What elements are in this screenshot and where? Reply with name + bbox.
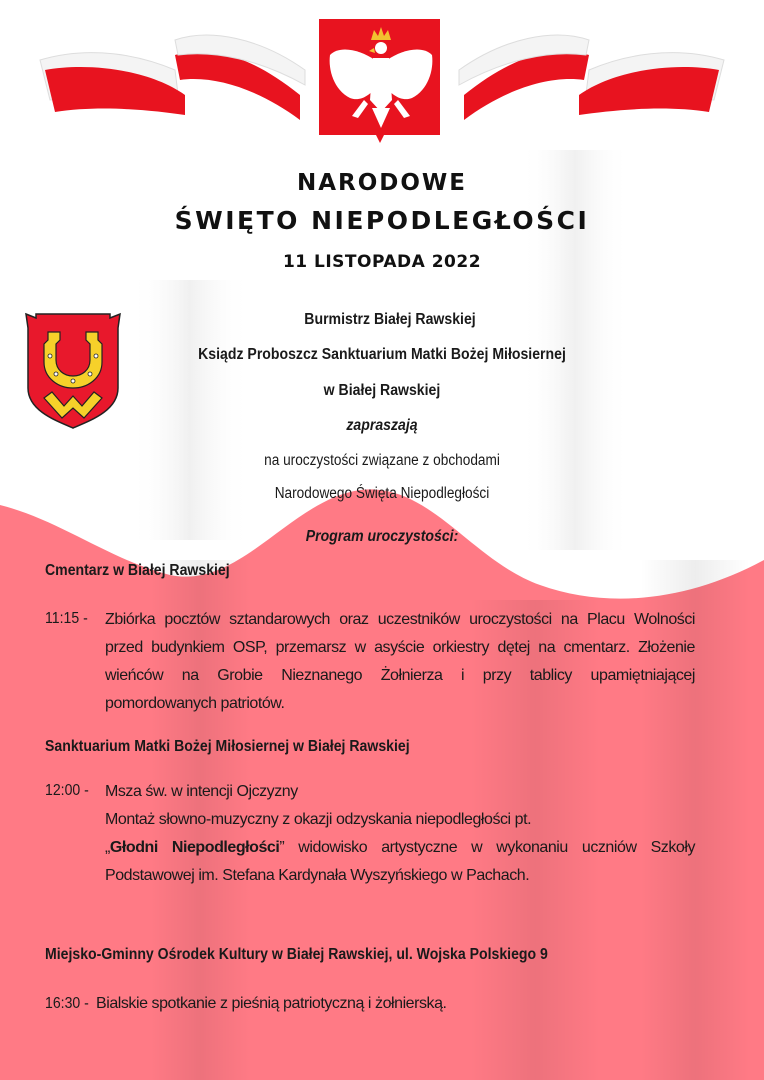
performance-title: Głodni Niepodległości xyxy=(109,839,280,856)
desc-line: wieńców na Grobie Nieznanego Żołnierza i przy tablicy upamiętniającej xyxy=(105,667,695,684)
desc-line: Podstawowej im. Stefana Kardynała Wyszyńskiego w Pachach. xyxy=(105,867,530,884)
section-time-1630: 16:30 - xyxy=(45,995,89,1012)
desc-line: Msza św. w intencji Ojczyzny xyxy=(105,783,298,800)
host-location: w Białej Rawskiej xyxy=(323,382,441,399)
section-time-1115: 11:15 - xyxy=(45,610,88,627)
section-place-cemetery: Cmentarz w Białej Rawskiej xyxy=(45,562,230,579)
town-crest-icon xyxy=(22,310,124,430)
event-date: 11 LISTOPADA 2022 xyxy=(282,252,482,272)
quote-open: „ xyxy=(105,839,110,856)
invite-word: zapraszają xyxy=(346,417,418,434)
invite-line-1: na uroczystości związane z obchodami xyxy=(264,452,500,469)
header-ribbon xyxy=(0,0,764,160)
host-mayor: Burmistrz Białej Rawskiej xyxy=(304,311,476,328)
desc-line: Zbiórka pocztów sztandarowych oraz uczestników uroczystości na Placu Wolności xyxy=(105,611,695,628)
desc-line: przed budynkiem OSP, przemarsz w asyście orkiestry dętej na cmentarz. Złożenie xyxy=(105,639,695,656)
polish-eagle-emblem xyxy=(319,19,440,143)
title-line-2: ŚWIĘTO NIEPODLEGŁOŚCI xyxy=(174,206,590,235)
program-heading: Program uroczystości: xyxy=(305,528,459,545)
section-desc-culture-center: Bialskie spotkanie z pieśnią patriotyczną i żołnierską. xyxy=(96,995,447,1012)
section-place-sanctuary: Sanktuarium Matki Bożej Miłosiernej w Białej Rawskiej xyxy=(45,738,410,755)
section-desc-sanctuary xyxy=(105,778,695,890)
quote-close: ” xyxy=(279,839,285,856)
section-desc-cemetery xyxy=(105,606,695,718)
host-priest: Ksiądz Proboszcz Sanktuarium Matki Bożej Miłosiernej xyxy=(198,346,566,363)
invite-line-2: Narodowego Święta Niepodległości xyxy=(274,485,490,502)
section-time-1200: 12:00 - xyxy=(45,782,89,799)
desc-line: pomordowanych patriotów. xyxy=(105,695,285,712)
desc-line: Montaż słowno-muzyczny z okazji odzyskania niepodległości pt. xyxy=(105,811,532,828)
title-line-1: NARODOWE xyxy=(296,170,468,196)
desc-line-quote xyxy=(105,834,695,862)
section-place-culture-center: Miejsko-Gminny Ośrodek Kultury w Białej Rawskiej, ul. Wojska Polskiego 9 xyxy=(45,946,548,963)
desc-line: widowisko artystyczne w wykonaniu uczniów Szkoły xyxy=(298,839,695,856)
